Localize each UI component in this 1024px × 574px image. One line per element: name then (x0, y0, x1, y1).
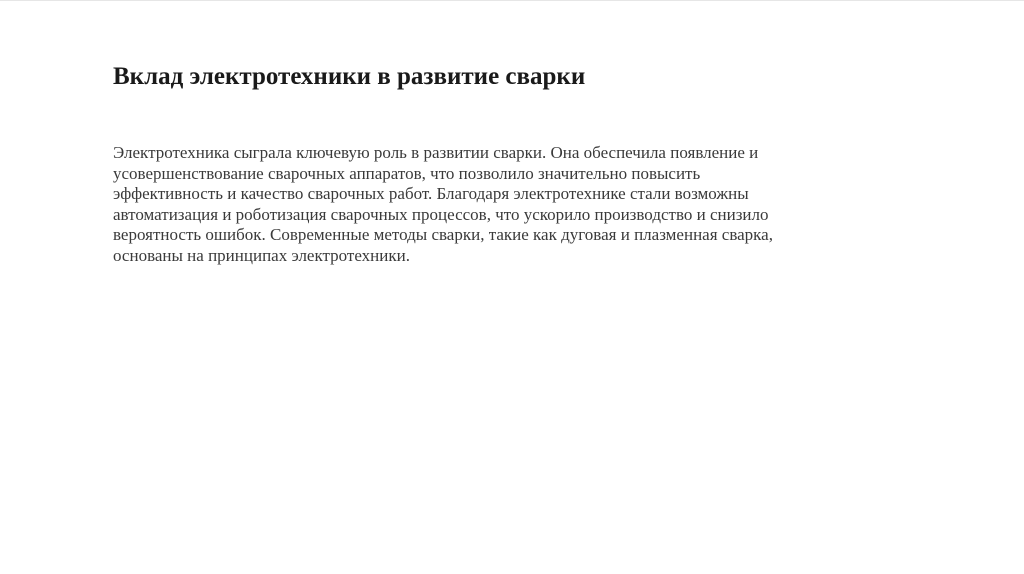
slide-body-text (113, 143, 913, 266)
body-line: усовершенствование сварочных аппаратов, что позволило значительно повысить (113, 163, 701, 183)
body-line: основаны на принципах электротехники. (113, 245, 410, 265)
top-divider (0, 0, 1024, 1)
body-line: эффективность и качество сварочных работ. Благодаря электротехнике стали возможны (113, 184, 749, 203)
slide-title: Вклад электротехники в развитие сварки (113, 63, 586, 90)
body-line: Электротехника сыграла ключевую роль в развитии сварки. Она обеспечила появление и (113, 143, 759, 162)
body-line: автоматизация и роботизация сварочных процессов, что ускорило производство и снизило (113, 204, 769, 224)
body-line: вероятность ошибок. Современные методы сварки, такие как дуговая и плазменная сварка, (113, 225, 773, 244)
